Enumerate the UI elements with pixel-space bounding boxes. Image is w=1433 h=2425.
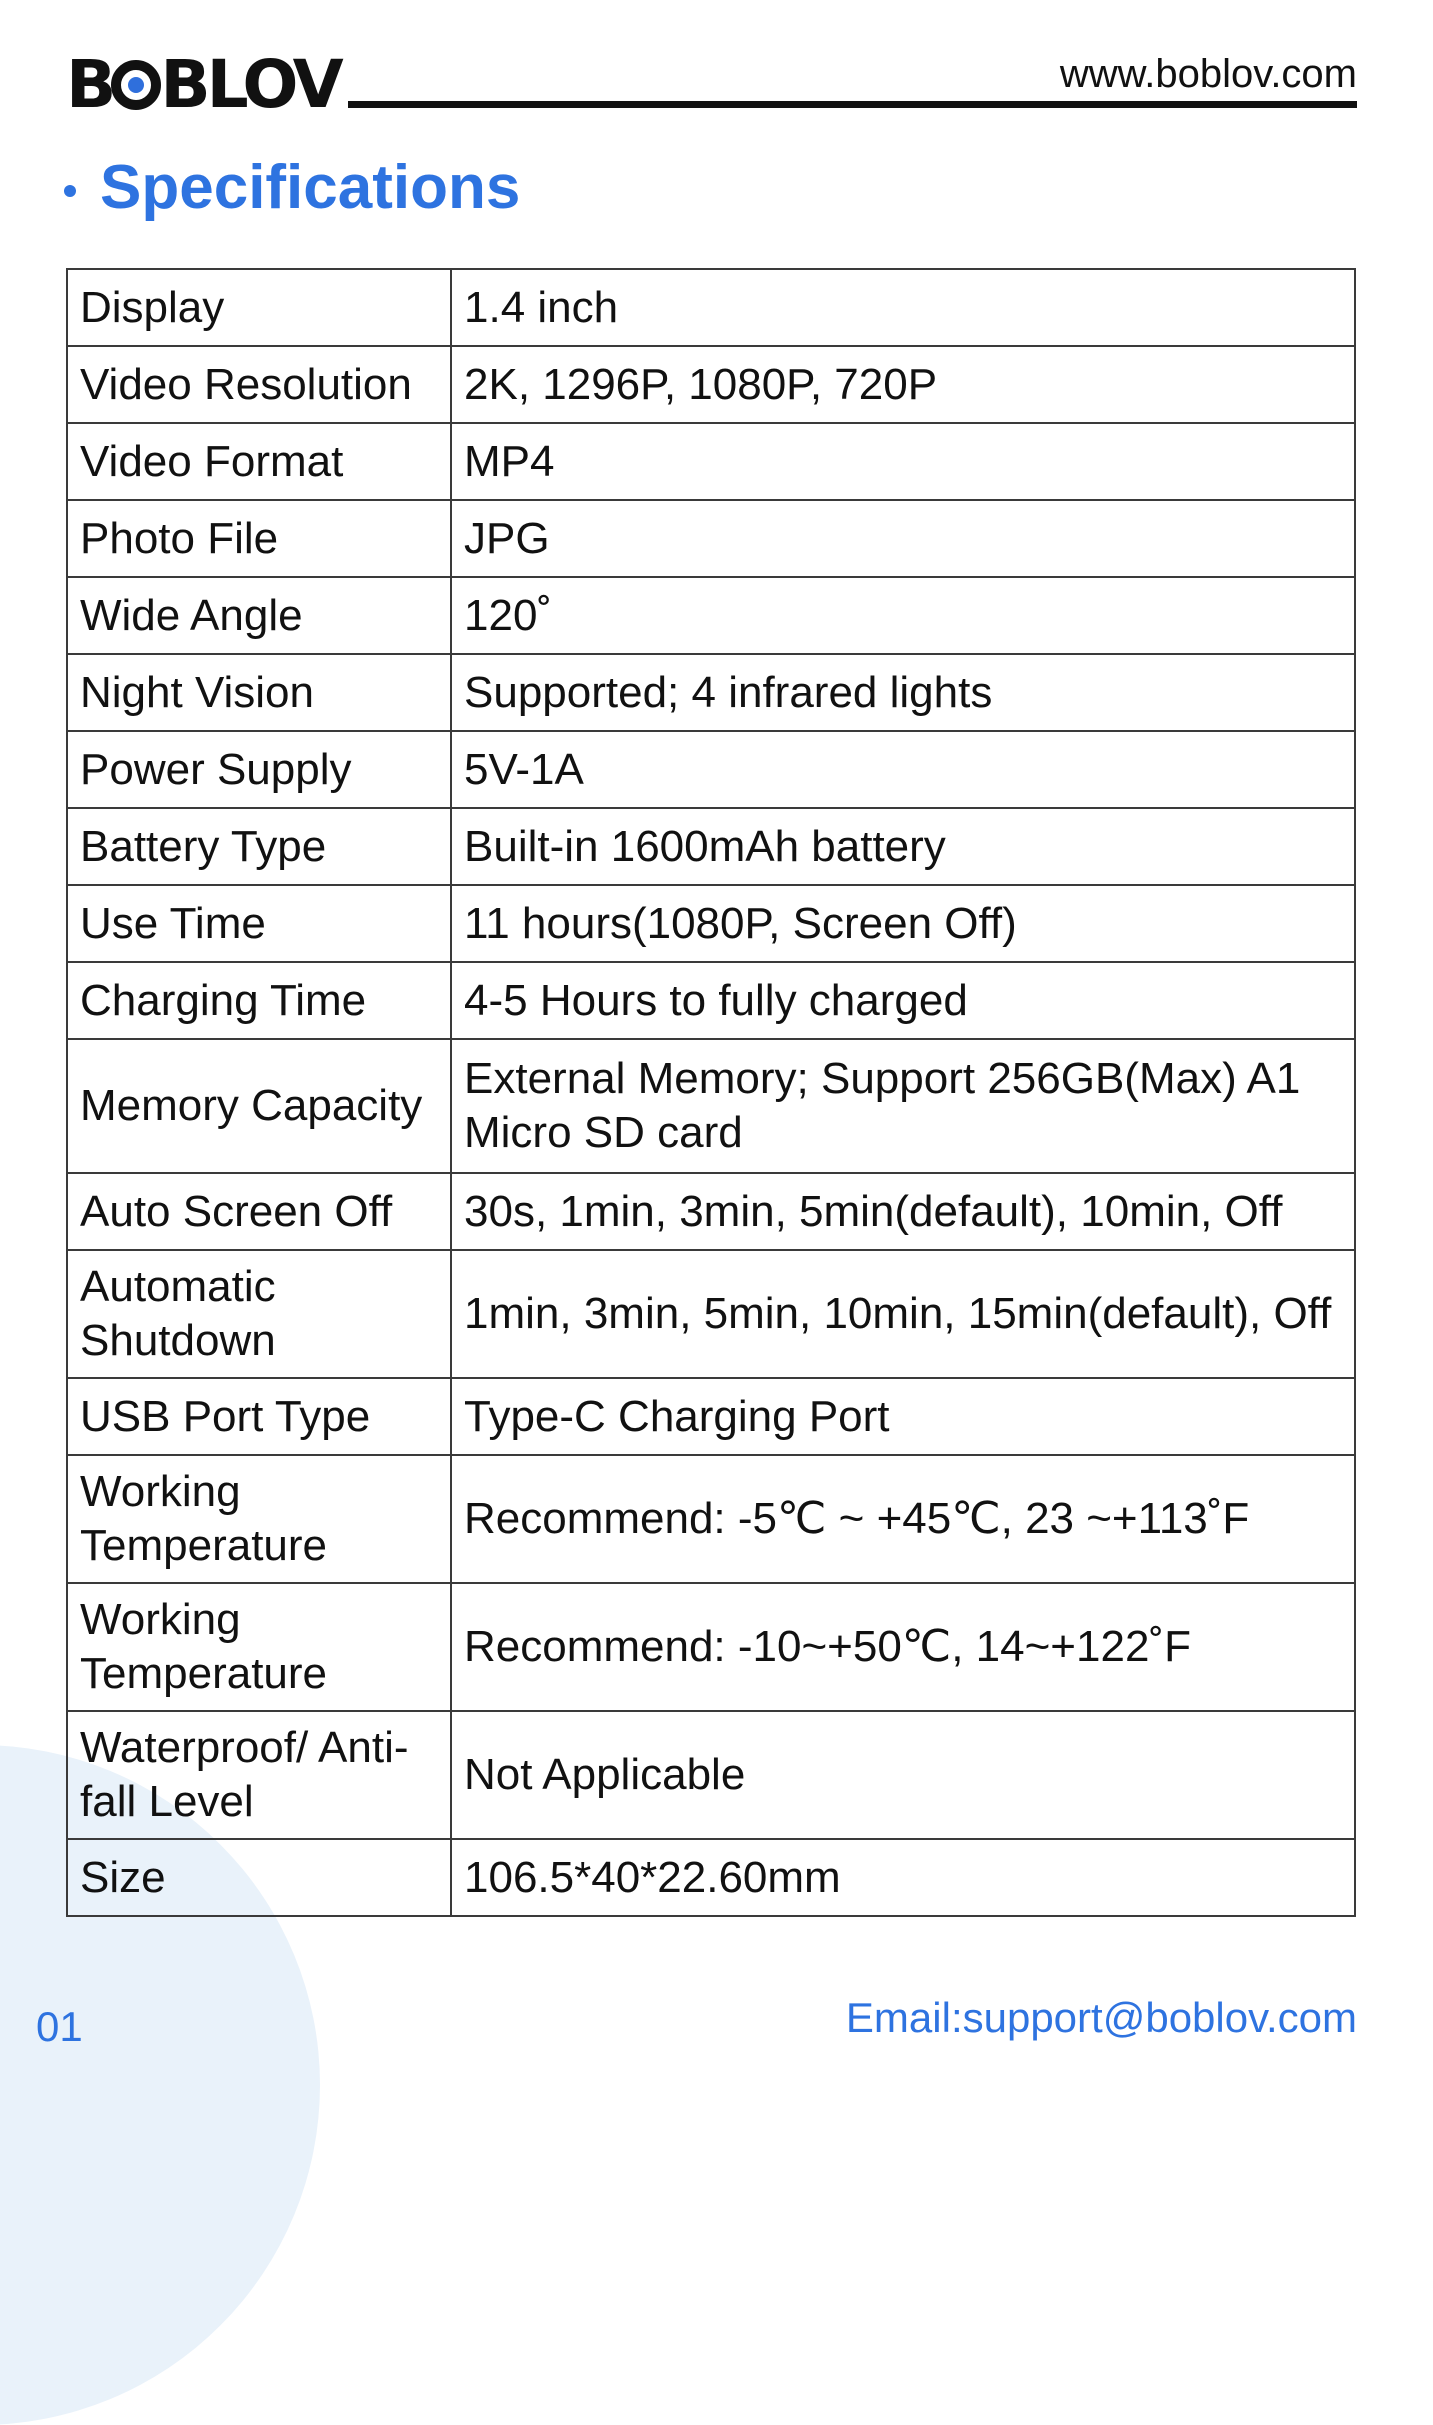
table-row: [67, 962, 1355, 1039]
table-row: [67, 1583, 1355, 1711]
table-row: [67, 808, 1355, 885]
table-row: [67, 423, 1355, 500]
spec-label: USB Port Type: [67, 1378, 451, 1455]
spec-value: JPG: [451, 500, 1355, 577]
logo-o-dot-icon: [111, 60, 161, 110]
spec-label: Use Time: [67, 885, 451, 962]
spec-value: External Memory; Support 256GB(Max) A1 Micro SD card: [451, 1039, 1355, 1173]
spec-value: Type-C Charging Port: [451, 1378, 1355, 1455]
spec-label: Automatic Shutdown: [67, 1250, 451, 1378]
table-row: [67, 1711, 1355, 1839]
spec-label: Memory Capacity: [67, 1039, 451, 1173]
page-number: 01: [36, 2003, 83, 2050]
table-row: [67, 500, 1355, 577]
header-divider: [348, 101, 1357, 108]
spec-value: 4-5 Hours to fully charged: [451, 962, 1355, 1039]
bullet-dot-icon: [64, 185, 76, 197]
table-row: [67, 1839, 1355, 1916]
spec-value: 5V-1A: [451, 731, 1355, 808]
spec-value: 106.5*40*22.60mm: [451, 1839, 1355, 1916]
spec-label: Display: [67, 269, 451, 346]
spec-label: Wide Angle: [67, 577, 451, 654]
spec-value: 11 hours(1080P, Screen Off): [451, 885, 1355, 962]
spec-label: Waterproof/ Anti-fall Level: [67, 1711, 451, 1839]
spec-label: Battery Type: [67, 808, 451, 885]
spec-value: Built-in 1600mAh battery: [451, 808, 1355, 885]
spec-label: Size: [67, 1839, 451, 1916]
table-row: [67, 577, 1355, 654]
spec-value: Supported; 4 infrared lights: [451, 654, 1355, 731]
table-row: [67, 654, 1355, 731]
spec-label: Photo File: [67, 500, 451, 577]
spec-label: Working Temperature: [67, 1455, 451, 1583]
website-url: www.boblov.com: [1059, 52, 1357, 96]
spec-label: Auto Screen Off: [67, 1173, 451, 1250]
table-row: [67, 731, 1355, 808]
spec-value: 1min, 3min, 5min, 10min, 15min(default), Off: [451, 1250, 1355, 1378]
spec-label: Power Supply: [67, 731, 451, 808]
support-email: Email:support@boblov.com: [845, 1994, 1357, 2041]
table-row: [67, 1455, 1355, 1583]
spec-label: Night Vision: [67, 654, 451, 731]
spec-value: 120˚: [451, 577, 1355, 654]
spec-value: MP4: [451, 423, 1355, 500]
spec-label: Video Resolution: [67, 346, 451, 423]
table-row: [67, 1039, 1355, 1173]
spec-value: 30s, 1min, 3min, 5min(default), 10min, Off: [451, 1173, 1355, 1250]
spec-label: Charging Time: [67, 962, 451, 1039]
specifications-table: [66, 268, 1356, 1917]
table-row: [67, 346, 1355, 423]
spec-value: Recommend: -10~+50℃, 14~+122˚F: [451, 1583, 1355, 1711]
brand-logo: B BLOV: [66, 46, 340, 123]
spec-value: Not Applicable: [451, 1711, 1355, 1839]
spec-label: Video Format: [67, 423, 451, 500]
section-heading: [64, 152, 520, 223]
section-title: Specifications: [100, 153, 521, 222]
spec-value: Recommend: -5℃ ~ +45℃, 23 ~+113˚F: [451, 1455, 1355, 1583]
spec-value: 2K, 1296P, 1080P, 720P: [451, 346, 1355, 423]
table-row: [67, 1173, 1355, 1250]
table-row: [67, 1250, 1355, 1378]
table-row: [67, 269, 1355, 346]
table-row: [67, 885, 1355, 962]
spec-value: 1.4 inch: [451, 269, 1355, 346]
spec-label: Working Temperature: [67, 1583, 451, 1711]
table-row: [67, 1378, 1355, 1455]
